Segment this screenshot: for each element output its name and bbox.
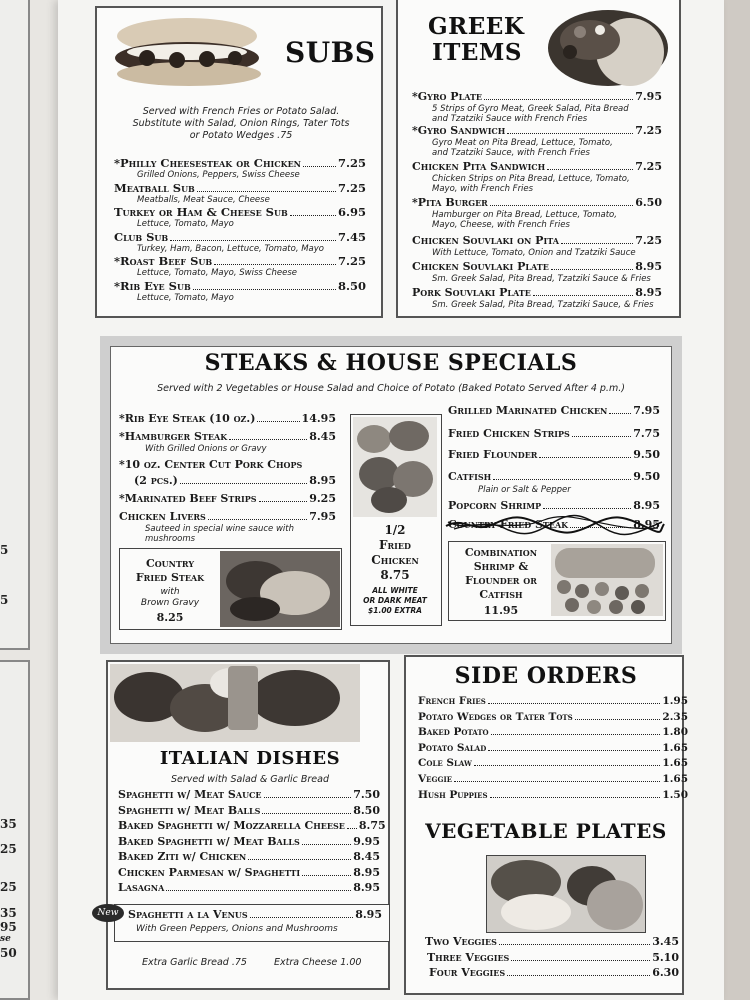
adjacent-price: 5 <box>0 593 9 607</box>
steaks-note: Served with 2 Vegetables or House Salad and Choice of Potato (Baked Potato Served After 4 p.m.) <box>157 383 625 394</box>
subs-title: SUBS <box>285 36 376 69</box>
dot-leader <box>454 781 660 782</box>
menu-item-desc: With Grilled Onions or Gravy <box>145 444 267 454</box>
steak-item <box>448 427 660 440</box>
side-item <box>418 711 688 723</box>
steaks-title: STEAKS & HOUSE SPECIALS <box>204 350 578 376</box>
sub-item <box>114 230 366 244</box>
subs-note-1: Served with French Fries or Potato Salad. <box>142 106 340 117</box>
italian-item <box>118 866 380 879</box>
dot-leader <box>257 421 299 422</box>
steak-item <box>119 492 336 505</box>
menu-item-price: 1.65 <box>662 741 688 754</box>
sub-sandwich-image <box>107 12 267 92</box>
side-item <box>418 757 688 769</box>
special-item-name: Spaghetti a la Venus <box>128 908 248 921</box>
menu-item-name: Veggie <box>418 773 453 785</box>
combination-line2: Shrimp & <box>473 560 529 573</box>
subs-note-2: Substitute with Salad, Onion Rings, Tater Tots <box>132 118 350 129</box>
combination-line1: Combination <box>464 546 538 559</box>
greek-item <box>412 160 662 173</box>
dot-leader <box>264 797 352 798</box>
vegetable-plates-title: VEGETABLE PLATES <box>425 819 667 843</box>
menu-item-name: Potato Salad <box>418 741 487 754</box>
greek-item <box>412 196 662 209</box>
menu-item-price: 6.95 <box>337 205 366 219</box>
greek-item <box>412 124 662 137</box>
menu-item-price: 9.50 <box>633 470 660 483</box>
greek-item <box>412 260 662 273</box>
adjacent-price: 35 <box>0 906 17 920</box>
menu-item-name: Fried Flounder <box>448 448 538 461</box>
steak-item <box>119 430 336 443</box>
sub-item <box>114 205 366 219</box>
special-item-desc: With Green Peppers, Onions and Mushrooms <box>136 924 338 934</box>
menu-item-name: Club Sub <box>114 229 169 244</box>
sub-item <box>114 254 366 268</box>
combination-box <box>448 541 666 621</box>
dot-leader <box>499 944 650 945</box>
sub-item <box>114 181 366 195</box>
menu-item-name: Chicken Livers <box>119 510 206 523</box>
steak-item <box>448 448 660 461</box>
dot-leader <box>484 99 633 100</box>
side-item <box>418 742 688 754</box>
italian-title: ITALIAN DISHES <box>159 748 341 769</box>
dot-leader <box>170 240 336 241</box>
side-item <box>418 695 688 707</box>
dot-leader <box>543 508 631 509</box>
vegetable-item <box>427 951 679 964</box>
dot-leader <box>214 264 336 265</box>
menu-item-price: 7.25 <box>337 254 366 268</box>
menu-item-price: 7.25 <box>337 180 366 195</box>
menu-item-price: 9.50 <box>633 448 660 461</box>
crossed-item-price: 8.95 <box>633 518 660 531</box>
country-fried-line3: with <box>160 587 180 597</box>
combination-line4: Catfish <box>479 588 523 601</box>
menu-item-price: 6.30 <box>652 966 679 979</box>
menu-item-desc: 5 Strips of Gyro Meat, Greek Salad, Pita Bread <box>432 104 629 114</box>
adjacent-price: 5 <box>0 543 9 557</box>
new-badge: New <box>92 904 124 922</box>
menu-item-price: 8.95 <box>635 286 662 299</box>
dot-leader <box>488 750 660 751</box>
vegetable-item <box>425 935 679 948</box>
italian-item <box>118 835 380 848</box>
sides-title: SIDE ORDERS <box>454 663 638 689</box>
menu-item-desc: Grilled Onions, Peppers, Swiss Cheese <box>137 170 300 180</box>
menu-item-desc: With Lettuce, Tomato, Onion and Tzatziki Sauce <box>432 248 636 258</box>
dot-leader <box>511 960 650 961</box>
menu-item-name: *Gyro Plate <box>412 90 483 103</box>
dot-leader <box>302 875 351 876</box>
crossed-item-name: Country Fried Steak <box>448 518 569 531</box>
menu-item-price: 8.45 <box>353 850 380 863</box>
steak-item <box>448 404 660 417</box>
menu-item-price: 8.45 <box>309 430 336 443</box>
menu-item-name: *Hamburger Steak <box>119 430 228 443</box>
steak-item <box>119 458 302 471</box>
menu-item-desc: and Tzatziki Sauce with French Fries <box>432 114 588 124</box>
menu-item-name: *Philly Cheesesteak or Chicken <box>114 156 301 170</box>
dot-leader <box>180 483 307 484</box>
adjacent-page <box>0 0 58 1000</box>
fried-chicken-line1: 1/2 <box>384 523 406 537</box>
adjacent-price: 35 <box>0 817 17 831</box>
dot-leader <box>533 295 633 296</box>
menu-item-desc: Turkey, Ham, Bacon, Lettuce, Tomato, Mayo <box>137 243 324 254</box>
side-item <box>418 789 688 801</box>
subs-note-3: or Potato Wedges .75 <box>189 130 293 141</box>
dot-leader <box>551 269 633 270</box>
menu-item-desc: Lettuce, Tomato, Mayo, Swiss Cheese <box>137 268 297 278</box>
menu-item-price: 7.95 <box>633 404 660 417</box>
menu-item-name: Baked Spaghetti w/ Meat Balls <box>118 834 300 848</box>
menu-item-price: 8.95 <box>633 499 660 512</box>
greek-item <box>412 234 662 247</box>
menu-item-price: 8.75 <box>358 819 386 832</box>
dot-leader <box>208 519 307 520</box>
special-item <box>128 908 382 921</box>
dot-leader <box>507 133 633 134</box>
dot-leader <box>490 797 661 798</box>
menu-item-price: 8.95 <box>353 865 380 879</box>
country-fried-steak-box <box>119 548 342 630</box>
greek-title-1: GREEK <box>428 13 525 40</box>
menu-item-name: Popcorn Shrimp <box>448 499 542 512</box>
side-item <box>418 773 688 785</box>
dot-leader <box>302 844 351 845</box>
menu-item-name: Catfish <box>448 470 492 483</box>
steak-item <box>448 470 660 483</box>
fried-chicken-line3: Chicken <box>371 553 419 567</box>
menu-item-name: Turkey or Ham & Cheese Sub <box>114 205 288 219</box>
menu-item-name: Cole Slaw <box>418 757 472 770</box>
dot-leader <box>166 890 351 891</box>
country-fried-line1: Country <box>145 557 195 570</box>
dot-leader <box>488 703 661 704</box>
menu-item-name: Chicken Souvlaki on Pita <box>412 234 559 247</box>
menu-item-desc: and Tzatziki Sauce, with French Fries <box>432 148 590 158</box>
dot-leader <box>493 479 631 480</box>
menu-item-price: 8.95 <box>353 881 380 894</box>
menu-item-name: Grilled Marinated Chicken <box>448 404 608 417</box>
menu-item-name: *10 oz. Center Cut Pork Chops <box>119 458 303 471</box>
menu-item-name: Spaghetti w/ Meat Balls <box>118 803 261 817</box>
dot-leader <box>262 813 351 814</box>
dot-leader <box>303 166 336 167</box>
dot-leader <box>474 765 661 766</box>
country-fried-steak-image <box>220 551 340 627</box>
menu-item-name: Three Veggies <box>427 950 510 964</box>
menu-item-desc: Sauteed in special wine sauce with <box>145 524 294 534</box>
menu-item-name: Fried Chicken Strips <box>448 427 570 440</box>
menu-item-name: French Fries <box>418 695 486 707</box>
menu-item-name: Baked Ziti w/ Chicken <box>118 850 247 863</box>
menu-item-price: 7.95 <box>309 510 336 523</box>
menu-item-name: Meatball Sub <box>114 180 195 195</box>
menu-item-name: Chicken Pita Sandwich <box>412 160 546 173</box>
dot-leader <box>575 719 661 720</box>
fried-chicken-note2: OR DARK MEAT <box>363 596 427 605</box>
menu-item-price: 8.50 <box>337 278 366 293</box>
italian-item <box>118 881 380 894</box>
sub-item <box>114 156 366 170</box>
combination-price: 11.95 <box>483 604 519 617</box>
menu-item-name: Four Veggies <box>429 966 506 979</box>
dot-leader <box>547 169 633 170</box>
dot-leader <box>490 205 633 206</box>
menu-item-name: *Pita Burger <box>412 196 488 209</box>
fried-chicken-note3: $1.00 EXTRA <box>368 606 422 615</box>
italian-item <box>118 788 380 801</box>
combination-image <box>551 544 663 616</box>
dot-leader <box>491 734 661 735</box>
fried-chicken-box <box>350 414 442 626</box>
menu-item-name: Two Veggies <box>425 935 497 948</box>
menu-item-price: 6.50 <box>635 196 662 209</box>
menu-item-price: 7.25 <box>635 160 662 173</box>
fried-chicken-price: 8.75 <box>380 568 410 582</box>
adjacent-price: 50 <box>0 946 17 960</box>
menu-item-desc: mushrooms <box>145 534 196 544</box>
menu-item-name: *Marinated Beef Strips <box>119 492 257 505</box>
dot-leader <box>572 436 631 437</box>
dot-leader <box>193 289 336 290</box>
dot-leader <box>539 457 631 458</box>
menu-item-price: 9.25 <box>309 492 336 505</box>
adjacent-price: 95 <box>0 920 17 934</box>
menu-item-price: 1.95 <box>662 695 688 707</box>
menu-item-desc: Hamburger on Pita Bread, Lettuce, Tomato, <box>432 210 617 220</box>
spaghetti-image <box>110 664 360 742</box>
italian-item <box>118 819 386 832</box>
extra-cheese: Extra Cheese 1.00 <box>274 957 362 968</box>
menu-item-name: *Rib Eye Steak (10 oz.) <box>119 412 256 425</box>
dot-leader <box>507 975 650 976</box>
side-item <box>418 726 688 738</box>
dot-leader <box>561 243 633 244</box>
fried-chicken-line2: Fried <box>379 538 411 552</box>
steak-item <box>119 412 336 425</box>
dot-leader <box>259 501 308 502</box>
steak-item <box>134 474 336 487</box>
dot-leader <box>347 828 357 829</box>
menu-item-price: 7.25 <box>635 124 662 137</box>
fried-chicken-image <box>353 417 437 517</box>
menu-item-desc: Chicken Strips on Pita Bread, Lettuce, Tomato, <box>432 174 630 184</box>
menu-item-desc: Mayo, Cheese, with French Fries <box>432 220 570 230</box>
country-fried-line4: Brown Gravy <box>140 598 200 608</box>
menu-item-desc: Plain or Salt & Pepper <box>478 485 571 495</box>
menu-item-name: Hush Puppies <box>418 788 488 801</box>
italian-item <box>118 804 380 817</box>
menu-item-price: 7.50 <box>353 788 380 801</box>
country-fried-price: 8.25 <box>156 611 184 624</box>
menu-item-name: Baked Potato <box>418 726 489 739</box>
menu-item-price: 2.35 <box>662 710 688 723</box>
menu-item-name: Spaghetti w/ Meat Sauce <box>118 788 262 801</box>
menu-item-name: Chicken Parmesan w/ Spaghetti <box>118 865 301 879</box>
menu-item-desc: Sm. Greek Salad, Pita Bread, Tzatziki Sauce & Fries <box>432 274 651 284</box>
menu-item-desc: Lettuce, Tomato, Mayo <box>137 219 234 229</box>
menu-item-name: Lasagna <box>118 881 165 894</box>
menu-item-desc: Gyro Meat on Pita Bread, Lettuce, Tomato, <box>432 138 613 148</box>
menu-item-price: 1.80 <box>662 726 688 739</box>
italian-item <box>118 850 380 863</box>
steak-item <box>448 499 660 512</box>
menu-item-name: *Roast Beef Sub <box>114 254 213 268</box>
adjacent-price: 25 <box>0 880 17 894</box>
menu-item-price: 8.95 <box>635 260 662 273</box>
menu-item-price: 7.95 <box>635 90 662 103</box>
menu-item-price: 14.95 <box>301 412 336 425</box>
combination-line3: Flounder or <box>465 574 537 587</box>
scribble-strikeout <box>444 514 666 536</box>
dot-leader <box>229 439 307 440</box>
menu-item-name: Baked Spaghetti w/ Mozzarella Cheese <box>118 819 345 832</box>
fried-chicken-note1: ALL WHITE <box>372 586 418 595</box>
menu-item-name: Potato Wedges or Tater Tots <box>418 710 573 723</box>
greek-item <box>412 286 662 299</box>
menu-item-price: 7.25 <box>635 234 662 247</box>
steak-item <box>119 510 336 523</box>
menu-item-price: 5.10 <box>652 950 679 964</box>
country-fried-line2: Fried Steak <box>135 571 205 584</box>
menu-item-name: (2 pcs.) <box>134 474 178 487</box>
menu-item-price: 8.95 <box>309 474 336 487</box>
adjacent-price: se <box>0 934 11 944</box>
menu-item-price: 1.65 <box>662 773 688 785</box>
menu-item-desc: Sm. Greek Salad, Pita Bread, Tzatziki Sauce, & Fries <box>432 300 654 310</box>
adjacent-price: 25 <box>0 842 17 856</box>
dot-leader <box>290 215 336 216</box>
dot-leader <box>197 191 336 192</box>
menu-item-price: 7.45 <box>337 229 366 244</box>
menu-item-price: 7.25 <box>337 156 366 170</box>
vegetable-item <box>429 966 679 979</box>
sub-item <box>114 279 366 293</box>
greek-title-2: ITEMS <box>432 39 522 66</box>
menu-item-desc: Lettuce, Tomato, Mayo <box>137 292 234 303</box>
menu-item-price: 7.75 <box>633 427 660 440</box>
menu-item-desc: Mayo, with French Fries <box>432 184 534 194</box>
extra-garlic-bread: Extra Garlic Bread .75 <box>142 957 247 968</box>
menu-item-desc: Meatballs, Meat Sauce, Cheese <box>137 194 270 205</box>
vegetable-plate-image <box>486 855 646 933</box>
menu-item-price: 9.95 <box>353 834 380 848</box>
menu-item-name: *Gyro Sandwich <box>412 124 506 137</box>
special-item-price: 8.95 <box>355 908 382 921</box>
dot-leader <box>609 413 631 414</box>
menu-item-name: Pork Souvlaki Plate <box>412 286 531 299</box>
dot-leader <box>248 859 351 860</box>
menu-item-name: *Rib Eye Sub <box>114 278 191 293</box>
greek-item <box>412 90 662 103</box>
menu-item-price: 3.45 <box>652 935 679 948</box>
menu-item-price: 8.50 <box>353 803 380 817</box>
menu-item-price: 1.65 <box>662 757 688 770</box>
gyro-image <box>540 2 670 90</box>
menu-item-price: 1.50 <box>662 788 688 801</box>
menu-item-name: Chicken Souvlaki Plate <box>412 260 549 273</box>
italian-note: Served with Salad & Garlic Bread <box>171 774 329 785</box>
